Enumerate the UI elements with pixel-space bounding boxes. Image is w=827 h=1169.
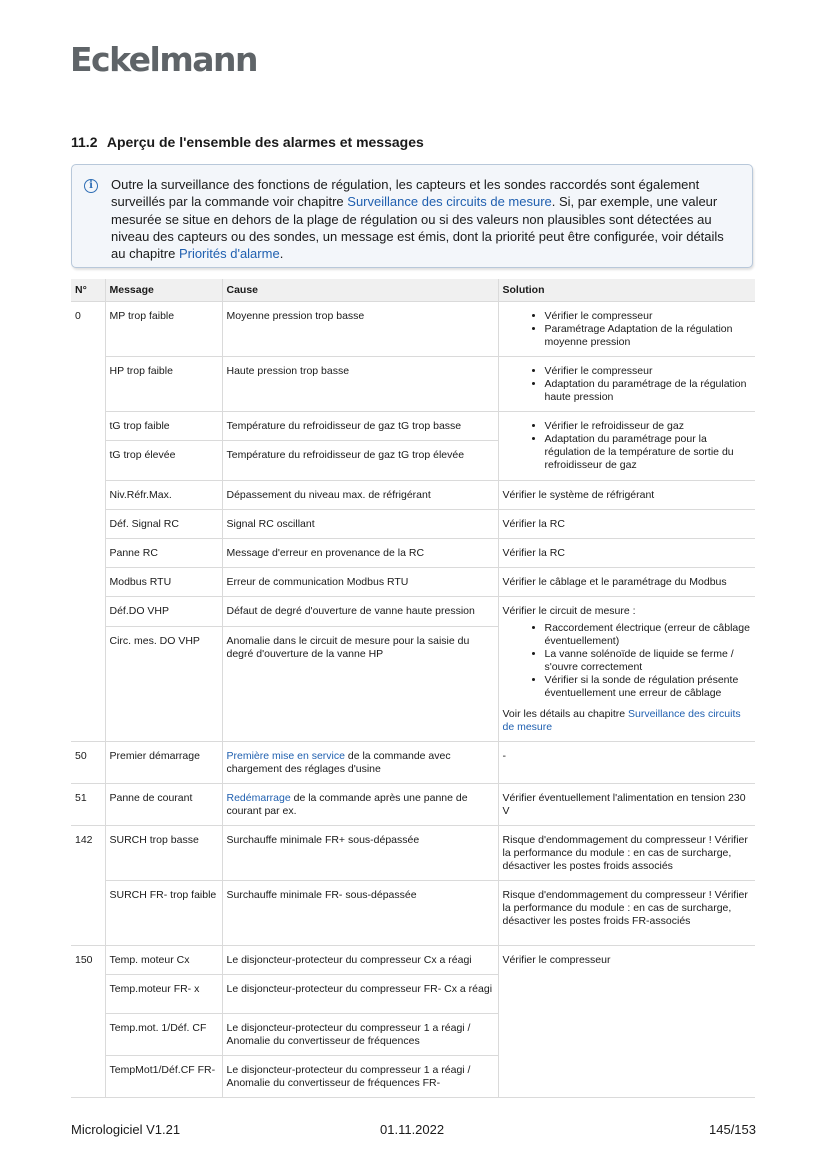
cause-cell: Le disjoncteur-protecteur du compresseur 1 a réagi / Anomalie du convertisseur de fréquences	[222, 1014, 498, 1056]
cause-cell: Le disjoncteur-protecteur du compresseur Cx a réagi	[222, 946, 498, 975]
table-row	[71, 481, 755, 510]
solution-see-also	[503, 708, 752, 734]
solution-cell: Vérifier la RC	[498, 539, 755, 568]
see-also-text: Voir les détails au chapitre	[502, 708, 628, 720]
table-row	[71, 510, 755, 539]
table-row	[71, 412, 755, 441]
solution-cell	[498, 597, 755, 742]
cause-cell: Erreur de communication Modbus RTU	[222, 568, 498, 597]
cause-cell: Température du refroidisseur de gaz tG trop basse	[222, 412, 498, 441]
solution-cell: Vérifier le câblage et le paramétrage du Modbus	[498, 568, 755, 597]
solution-intro: Vérifier le circuit de mesure :	[502, 605, 636, 617]
cause-cell: Haute pression trop basse	[222, 357, 498, 412]
row-number: 50	[71, 742, 105, 784]
solution-bullet: • Vérifier le compresseur	[545, 310, 752, 323]
section-number: 11.2	[71, 134, 98, 150]
cause-cell: Surchauffe minimale FR- sous-dépassée	[222, 881, 498, 946]
message-cell: Modbus RTU	[105, 568, 222, 597]
cause-cell: Le disjoncteur-protecteur du compresseur FR- Cx a réagi	[222, 975, 498, 1014]
solution-cell: Risque d'endommagement du compresseur ! Vérifier la performance du module : en cas de surcharge, désactiver les postes froids associés	[498, 826, 755, 881]
solution-cell: Vérifier la RC	[498, 510, 755, 539]
solution-cell: Vérifier le compresseur	[498, 946, 755, 1098]
row-number: 150	[71, 946, 105, 1098]
message-cell: Circ. mes. DO VHP	[105, 626, 222, 741]
message-cell: SURCH FR- trop faible	[105, 881, 222, 946]
header-no: N°	[71, 279, 105, 302]
cause-cell: Moyenne pression trop basse	[222, 302, 498, 357]
info-box	[71, 164, 753, 268]
message-cell: tG trop faible	[105, 412, 222, 441]
section-heading	[71, 134, 424, 150]
link-premiere-mise-en-service[interactable]: Première mise en service	[226, 750, 345, 762]
table-row	[71, 784, 755, 826]
cause-cell: Message d'erreur en provenance de la RC	[222, 539, 498, 568]
solution-bullet: • Vérifier le compresseur	[545, 365, 752, 378]
message-cell: Déf.DO VHP	[105, 597, 222, 627]
company-logo: Eckelmann	[70, 40, 257, 79]
info-text	[111, 176, 741, 262]
solution-cell: Vérifier éventuellement l'alimentation en tension 230 V	[498, 784, 755, 826]
info-text-part: . Si, par exemple, une valeur mesurée se situe en dehors de la plage de régulation ou si des valeurs non plausibles sont détectées au niveau des capteurs ou des sondes, un message est émis, dont la priorité peut être configurée, voir détails au chapitre	[111, 194, 724, 262]
message-cell: Déf. Signal RC	[105, 510, 222, 539]
message-cell: Niv.Réfr.Max.	[105, 481, 222, 510]
solution-cell: -	[498, 742, 755, 784]
link-priorites-alarme[interactable]: Priorités d'alarme	[178, 246, 280, 262]
table-row	[71, 742, 755, 784]
solution-bullet: • Adaptation du paramétrage pour la régulation de la température de sortie du refroidisseur de gaz	[545, 433, 752, 472]
link-surveillance-circuits[interactable]: Surveillance des circuits de mesure	[347, 194, 552, 210]
section-title: Aperçu de l'ensemble des alarmes et messages	[106, 134, 424, 150]
solution-bullet: • Vérifier le refroidisseur de gaz	[545, 420, 752, 433]
message-cell: HP trop faible	[105, 357, 222, 412]
cause-cell: Surchauffe minimale FR+ sous-dépassée	[222, 826, 498, 881]
solution-cell	[498, 357, 755, 412]
link-redemarrage[interactable]: Redémarrage	[226, 792, 291, 804]
cause-cell: Température du refroidisseur de gaz tG trop élevée	[222, 441, 498, 481]
cause-cell: Dépassement du niveau max. de réfrigérant	[222, 481, 498, 510]
table-row	[71, 357, 755, 412]
table-row	[71, 568, 755, 597]
header-cause: Cause	[222, 279, 498, 302]
cause-cell: Signal RC oscillant	[222, 510, 498, 539]
cause-cell: Le disjoncteur-protecteur du compresseur 1 a réagi / Anomalie du convertisseur de fréquences FR-	[222, 1056, 498, 1098]
solution-cell: Risque d'endommagement du compresseur ! Vérifier la performance du module : en cas de surcharge, désactiver les postes froids FR-associés	[498, 881, 755, 946]
alarms-table	[71, 279, 755, 1098]
table-row	[71, 946, 755, 975]
cause-cell: Défaut de degré d'ouverture de vanne haute pression	[222, 597, 498, 627]
solution-cell	[498, 302, 755, 357]
message-cell: MP trop faible	[105, 302, 222, 357]
row-number: 51	[71, 784, 105, 826]
solution-cell	[498, 412, 755, 481]
footer-firmware: Micrologiciel V1.21	[71, 1122, 181, 1137]
message-cell: Panne de courant	[105, 784, 222, 826]
row-number: 0	[71, 302, 105, 742]
message-cell: tG trop élevée	[105, 441, 222, 481]
message-cell: SURCH trop basse	[105, 826, 222, 881]
solution-cell: Vérifier le système de réfrigérant	[498, 481, 755, 510]
solution-bullet: • La vanne solénoïde de liquide se ferme / s'ouvre correctement	[545, 648, 752, 674]
cause-cell	[222, 742, 498, 784]
cause-text: de la commande avec chargement des réglages d'usine	[226, 750, 451, 775]
header-solution: Solution	[498, 279, 755, 302]
solution-bullet: • Vérifier si la sonde de régulation présente éventuellement une erreur de câblage	[545, 674, 752, 700]
info-text-part: .	[279, 246, 284, 262]
info-icon: i	[84, 179, 98, 193]
header-message: Message	[105, 279, 222, 302]
cause-text: de la commande après une panne de courant par ex.	[226, 792, 468, 817]
link-surveillance-circuits-table[interactable]: Surveillance des circuits de mesure	[502, 708, 741, 733]
message-cell: Premier démarrage	[105, 742, 222, 784]
solution-bullet: • Paramétrage Adaptation de la régulation moyenne pression	[545, 323, 752, 349]
message-cell: Temp. moteur Cx	[105, 946, 222, 975]
table-row	[71, 881, 755, 946]
message-cell: Temp.mot. 1/Déf. CF	[105, 1014, 222, 1056]
solution-bullet: • Raccordement électrique (erreur de câblage éventuellement)	[545, 622, 752, 648]
row-number: 142	[71, 826, 105, 946]
table-row	[71, 826, 755, 881]
solution-bullet: • Adaptation du paramétrage de la régulation haute pression	[545, 378, 752, 404]
cause-cell	[222, 784, 498, 826]
table-row	[71, 597, 755, 627]
cause-cell: Anomalie dans le circuit de mesure pour la saisie du degré d'ouverture de la vanne HP	[222, 626, 498, 741]
table-header-row	[71, 279, 755, 302]
table-row	[71, 539, 755, 568]
footer-date: 01.11.2022	[380, 1122, 445, 1137]
table-row	[71, 302, 755, 357]
footer-page-number: 145/153	[709, 1122, 756, 1137]
message-cell: Panne RC	[105, 539, 222, 568]
message-cell: TempMot1/Déf.CF FR-	[105, 1056, 222, 1098]
message-cell: Temp.moteur FR- x	[105, 975, 222, 1014]
info-text-part: Outre la surveillance des fonctions de régulation, les capteurs et les sondes raccordés sont également surveillés par la commande voir chapitre	[111, 177, 700, 210]
